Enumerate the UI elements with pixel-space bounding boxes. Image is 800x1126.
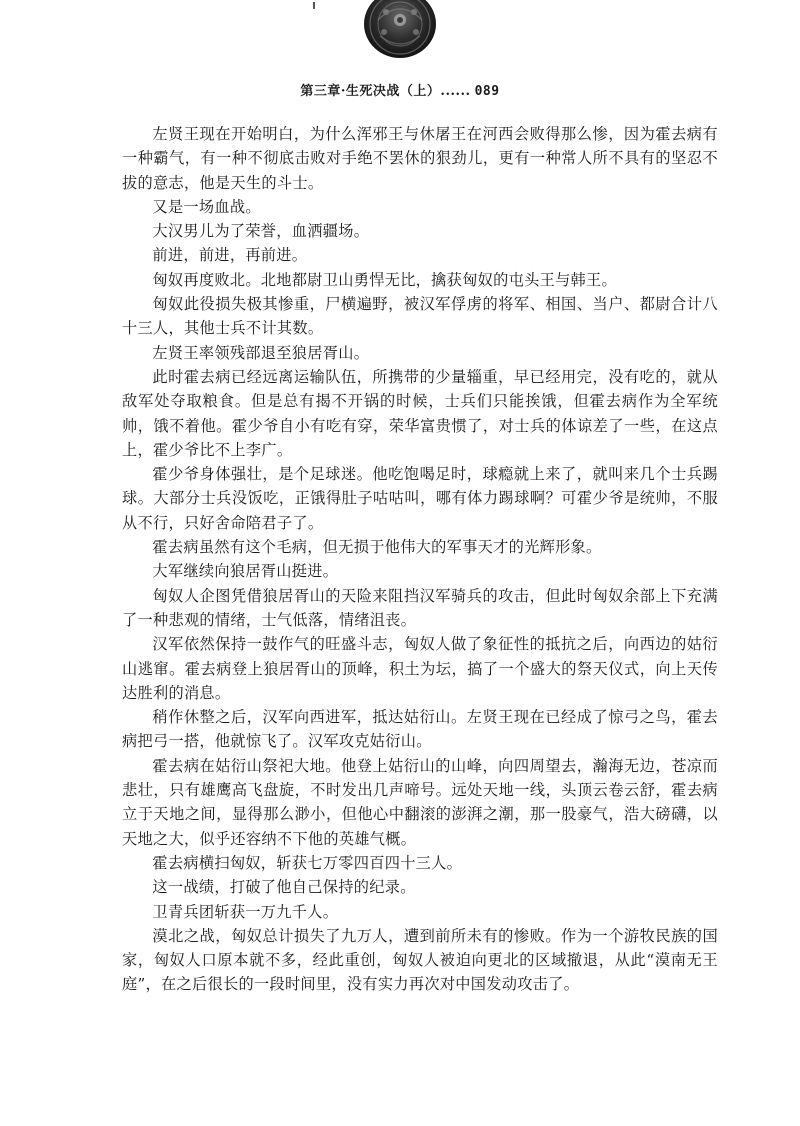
paragraph: 卫青兵团斩获一万九千人。 xyxy=(152,902,339,921)
paragraph: 大汉男儿为了荣誉，血洒疆场。 xyxy=(152,222,370,241)
chapter-title: 第三章·生死决战（上）...... xyxy=(300,84,471,99)
paragraph: 稍作休整之后，汉军向西进军，抵达姑衍山。左贤王现在已经成了惊弓之鸟，霍去病把弓一搭，他就惊飞了。汉军攻克姑衍山。 xyxy=(122,708,718,751)
paragraph: 漠北之战，匈奴总计损失了九万人，遭到前所未有的惨败。作为一个游牧民族的国家，匈奴人口原本就不多，经此重创，匈奴人被迫向更北的区域撤退，从此“漠南无王庭”，在之后很长的一段时间里，没有实力再次对中国发动攻击了。 xyxy=(122,926,718,994)
paragraph: 前进，前进，再前进。 xyxy=(152,246,308,265)
paragraph: 霍去病在姑衍山祭祀大地。他登上姑衍山的山峰，向四周望去，瀚海无边，苍凉而悲壮，只有雄鹰高飞盘旋，不时发出几声啼号。远处天地一线，头顶云卷云舒，霍去病立于天地之间，显得那么渺小，但他心中翻滚的澎湃之潮，那一股豪气，浩大磅礴，以天地之大，似乎还容纳不下他的英雄气概。 xyxy=(122,756,718,848)
page-number: 089 xyxy=(474,84,500,99)
paragraph: 霍去病虽然有这个毛病，但无损于他伟大的军事天才的光辉形象。 xyxy=(152,538,602,557)
paragraph: 此时霍去病已经远离运输队伍，所携带的少量辎重，早已经用完，没有吃的，就从敌军处夺取粮食。但是总有揭不开锅的时候，士兵们只能挨饿，但霍去病作为全军统帅，饿不着他。霍少爷自小有吃有穿，荣华富贵惯了，对士兵的体谅差了一些，在这点上，霍少爷比不上李广。 xyxy=(122,367,718,459)
paragraph: 这一战绩，打破了他自己保持的纪录。 xyxy=(152,878,416,897)
paragraph: 左贤王现在开始明白，为什么浑邪王与休屠王在河西会败得那么惨，因为霍去病有一种霸气，有一种不彻底击败对手绝不罢休的狠劲儿，更有一种常人所不具有的坚忍不拔的意志，他是天生的斗士。 xyxy=(122,125,718,192)
bronze-mirror-ornament-icon xyxy=(364,0,436,58)
paragraph: 又是一场血战。 xyxy=(152,197,261,216)
ornament-pattern xyxy=(364,0,436,58)
paragraph: 霍少爷身体强壮，是个足球迷。他吃饱喝足时，球瘾就上来了，就叫来几个士兵踢球。大部分士兵没饭吃，正饿得肚子咕咕叫，哪有体力踢球啊？可霍少爷是统帅，不服从不行，只好舍命陪君子了。 xyxy=(122,465,718,532)
paragraph: 左贤王率领残部退至狼居胥山。 xyxy=(152,343,370,362)
body-text xyxy=(122,122,718,997)
paragraph: 匈奴人企图凭借狼居胥山的天险来阻挡汉军骑兵的攻击，但此时匈奴余部上下充满了一种悲观的情绪，士气低落，情绪沮丧。 xyxy=(122,586,718,629)
paragraph: 汉军依然保持一鼓作气的旺盛斗志，匈奴人做了象征性的抵抗之后，向西边的姑衍山逃窜。霍去病登上狼居胥山的顶峰，积土为坛，搞了一个盛大的祭天仪式，向上天传达胜利的消息。 xyxy=(122,635,718,702)
scan-mark xyxy=(313,2,315,9)
paragraph: 匈奴此役损失极其惨重，尸横遍野，被汉军俘虏的将军、相国、当户、都尉合计八十三人，其他士兵不计其数。 xyxy=(122,295,718,338)
paragraph: 大军继续向狼居胥山挺进。 xyxy=(152,562,339,581)
paragraph: 霍去病横扫匈奴，斩获七万零四百四十三人。 xyxy=(152,853,463,872)
running-head xyxy=(0,80,800,99)
paragraph: 匈奴再度败北。北地都尉卫山勇悍无比，擒获匈奴的屯头王与韩王。 xyxy=(152,270,618,289)
